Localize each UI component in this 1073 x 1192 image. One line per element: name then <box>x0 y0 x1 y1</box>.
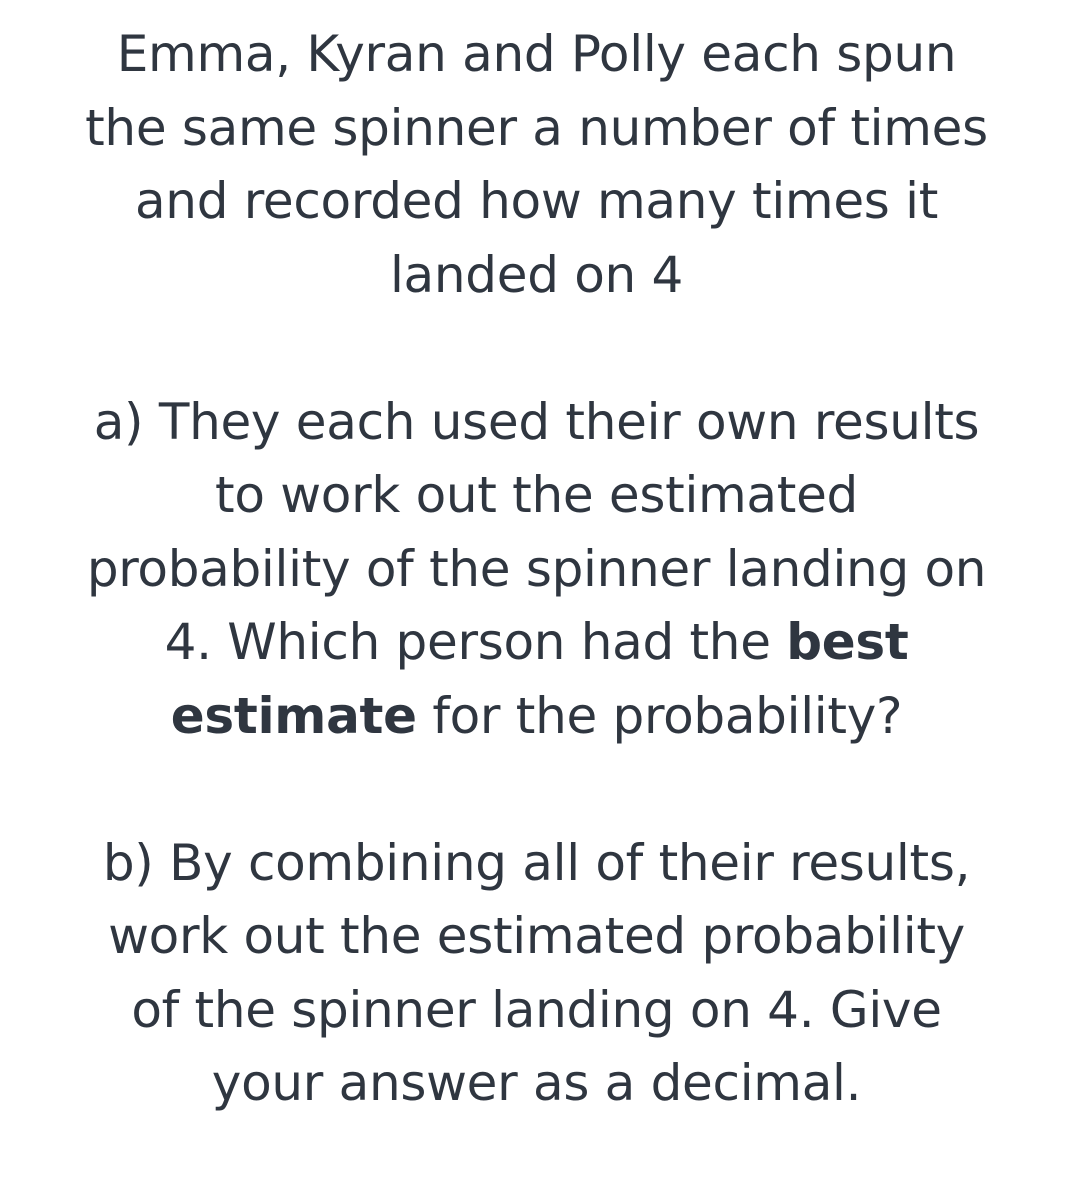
part-a-line: a) They each used their own results <box>93 392 980 451</box>
paragraph-gap <box>0 312 1073 386</box>
part-b-line: your answer as a decimal. <box>211 1054 862 1112</box>
part-a-line-text: 4. Which person had the <box>164 613 787 671</box>
intro-line: the same spinner a number of times <box>85 98 988 157</box>
intro-line: landed on 4 <box>389 245 684 304</box>
part-b-paragraph <box>0 827 1073 1121</box>
paragraph-gap <box>0 753 1073 827</box>
part-a-line-text: for the probability? <box>416 686 903 745</box>
question-text <box>0 18 1073 1121</box>
bold-best: best <box>786 613 909 671</box>
intro-line: Emma, Kyran and Polly each spun <box>116 25 957 83</box>
part-b-line: work out the estimated probability <box>108 907 965 965</box>
part-b-line: b) By combining all of their results, <box>102 833 971 892</box>
part-a-line: probability of the spinner landing on <box>86 539 987 598</box>
part-a-line: to work out the estimated <box>215 466 858 524</box>
part-a-line <box>0 606 1073 680</box>
part-a-paragraph <box>0 386 1073 754</box>
part-b-line: of the spinner landing on 4. Give <box>131 980 942 1039</box>
bold-estimate: estimate <box>170 686 417 745</box>
intro-line: and recorded how many times it <box>134 172 939 230</box>
intro-paragraph <box>0 18 1073 312</box>
part-a-line <box>0 680 1073 754</box>
